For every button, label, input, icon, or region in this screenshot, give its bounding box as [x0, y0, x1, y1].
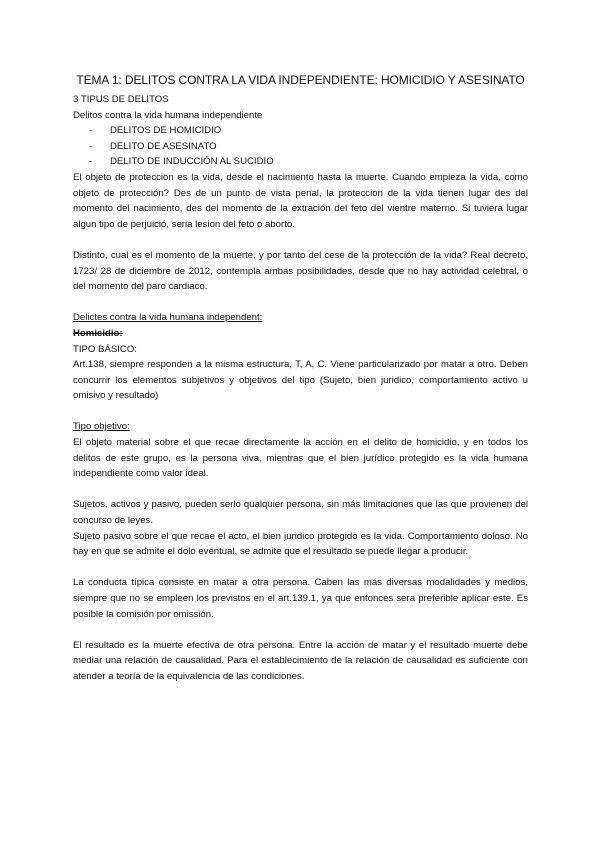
paragraph-momento-muerte: Distinto, cual es el momento de la muerte, y por tanto del cese de la protección de la vida? Real decreto, 1723/ 28 de diciembre de 2012, contempla ambas posibilidades, desde que no hay actividad celebral, o del momento del paro cardiaco.: [73, 249, 528, 293]
paragraph-conducta-tipica: La conducta típica consiste en matar a otra persona. Caben las más diversas modalidades y medios, siempre que no se empleen los previstos en el art.139.1, ya que entonces sera preferible aplicar este. Es posible la comisión por omissión.: [73, 577, 528, 620]
list-item: - DELITOS DE HOMICIDIO: [73, 123, 528, 139]
list-item: - DELITO DE ASESINATO: [73, 139, 528, 155]
paragraph-objeto-proteccion: El objeto de proteccion es la vida, desde el nacimiento hasta la muerte. Cuando empieza la vida, como objeto de protección? Des de un punto de vista penal, la proteccion de la vida tienen lugar des del momento del nacimiento, des del momento de la extración del feto del vientre materno. Si tuviera lugar algun tipo de perjuició, seria lesion del feto o aborto.: [73, 171, 528, 230]
paragraph-art138: Art.138, siempre responden a la misma estructura, T, A, C. Viene particularizado por matar a otro. Deben concurrir los elementos subjetivos y objetivos del tipo (Sujeto, bien juridico, comportamiento activo u omisivo y resultado): [73, 359, 528, 402]
heading-delictes: Delictes contra la vida humana independent:: [73, 312, 263, 324]
paragraph-sujetos: Sujetos, activos y pasivo, pueden serlo qualquier persona, sin más limitaciones que las que provienen del concurso de leyes.: [73, 499, 528, 527]
paragraph-objeto-material: El objeto material sobre el que recae directamente la acción en el delito de homicidio, y en todos los delitos de este grupo, es la persona viva, mientras que el bien jurídico protegido es la vida humana independiente como valor ideal.: [73, 437, 528, 480]
heading-homicidio: Homicidio:: [73, 327, 123, 339]
document-page: [73, 72, 528, 685]
paragraph-resultado: El resultado es la muerte efectiva de otra persona. Entre la acción de matar y el resultado muerte debe mediar una relación de causalidad. Para el establecimiento de la relación de causalidad es suficiente con atender a teoría de la equivalencia de las condiciones.: [73, 639, 528, 682]
delitos-vida-line: Delitos contra la vida humana independiente: [73, 109, 263, 121]
paragraph-sujeto-pasivo: Sujeto pasivo sobre el que recae el acto, el bien juridico protegido es la vida. Comportamiento doloso. No hay en que se admite el dolo eventual, se admite que el resultado se puede llegar a producir.: [73, 530, 528, 558]
list-item: - DELITO DE INDUCCIÓN AL SUCIDIO: [73, 154, 528, 170]
delitos-list: [73, 123, 528, 170]
heading-tipo-objetivo: Tipo objetivo:: [73, 421, 130, 433]
tipus-delitos-line: 3 TIPUS DE DELITOS: [73, 94, 169, 105]
document-title: TEMA 1: DELITOS CONTRA LA VIDA INDEPENDIENTE: HOMICIDIO Y ASESINATO: [76, 73, 525, 87]
tipo-basico-label: TIPO BÁSICO:: [73, 343, 137, 355]
